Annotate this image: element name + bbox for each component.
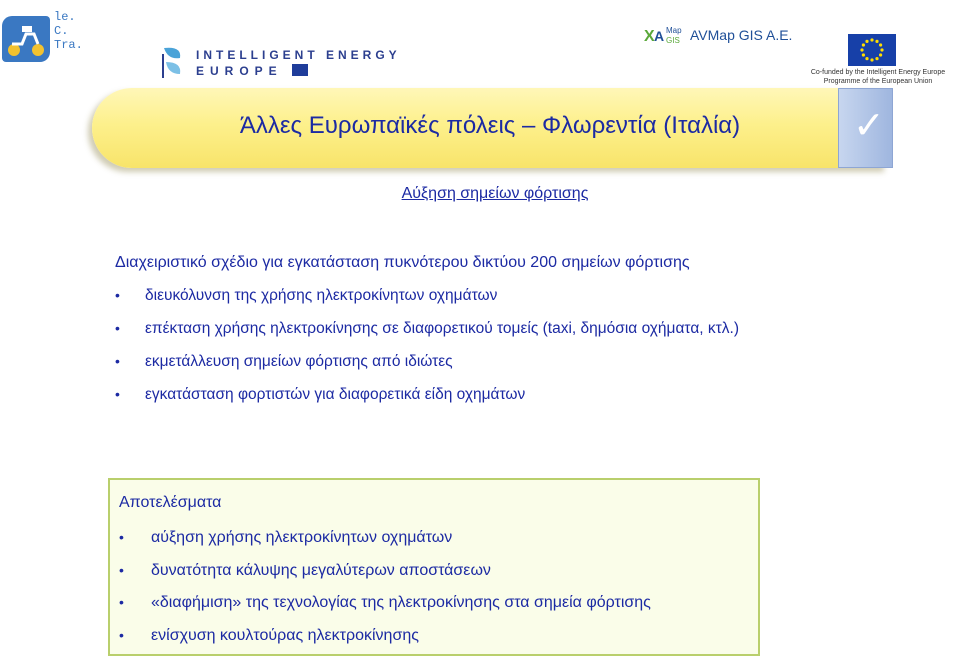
list-item: • ενίσχυση κουλτούρας ηλεκτροκίνησης (119, 626, 419, 644)
title-banner (92, 88, 888, 168)
bullet-list (115, 287, 739, 419)
eu-flag-icon (848, 34, 896, 66)
avmap-company-name: AVMap GIS A.E. (690, 27, 793, 43)
results-box (108, 478, 760, 656)
svg-text:GIS: GIS (666, 36, 680, 45)
list-item: • εκμετάλλευση σημείων φόρτισης από ιδιώτες (115, 353, 453, 370)
eu-flag-small-icon (292, 64, 308, 76)
list-item: • εγκατάσταση φορτιστών για διαφορετικά είδη οχημάτων (115, 386, 526, 403)
iee-title-line2: EUROPE (196, 64, 283, 78)
bullet-icon: • (119, 561, 124, 578)
slide-title: Άλλες Ευρωπαϊκές πόλεις – Φλωρεντία (Ιταλία) (239, 112, 741, 139)
iee-title-line1: INTELLIGENT ENERGY (196, 48, 401, 62)
project-logo (2, 6, 102, 66)
section-subtitle: Αύξηση σημείων φόρτισης (401, 185, 589, 202)
results-title: Αποτελέσματα (119, 494, 222, 511)
bullet-icon: • (115, 386, 120, 402)
bullet-icon: • (115, 353, 120, 369)
electric-scooter-icon (2, 16, 50, 62)
svg-text:A: A (654, 28, 665, 44)
list-item: • επέκταση χρήσης ηλεκτροκίνησης σε διαφορετικού τομείς (taxi, δημόσια οχήματα, κτλ.) (115, 320, 739, 337)
leaf-icon (160, 44, 186, 80)
svg-text:X: X (644, 28, 655, 45)
list-item: • δυνατότητα κάλυψης μεγαλύτερων αποστάσεων (119, 561, 491, 579)
project-logo-text: le. C. Tra. (54, 10, 83, 52)
checkmark-icon: ✓ (853, 103, 885, 147)
results-list (119, 529, 651, 659)
avmap-mark-icon (644, 24, 686, 46)
avmap-logo (644, 24, 814, 48)
list-item: • διευκόλυνση της χρήσης ηλεκτροκίνητων οχημάτων (115, 287, 498, 304)
intelligent-energy-europe-logo (160, 44, 401, 84)
intro-text: Διαχειριστικό σχέδιο για εγκατάσταση πυκνότερου δικτύου 200 σημείων φόρτισης (115, 254, 690, 271)
bullet-icon: • (115, 320, 120, 336)
bullet-icon: • (119, 626, 124, 643)
bullet-icon: • (115, 287, 120, 303)
svg-text:Map: Map (666, 26, 682, 35)
bullet-icon: • (119, 594, 124, 610)
eu-funding-caption: Co-funded by the Intelligent Energy Europe Programme of the European Union (810, 69, 946, 85)
bullet-icon: • (119, 529, 124, 545)
list-item: • αύξηση χρήσης ηλεκτροκίνητων οχημάτων (119, 529, 453, 546)
checkmark-tab (838, 88, 893, 168)
list-item: • «διαφήμιση» της τεχνολογίας της ηλεκτροκίνησης στα σημεία φόρτισης (119, 594, 651, 611)
